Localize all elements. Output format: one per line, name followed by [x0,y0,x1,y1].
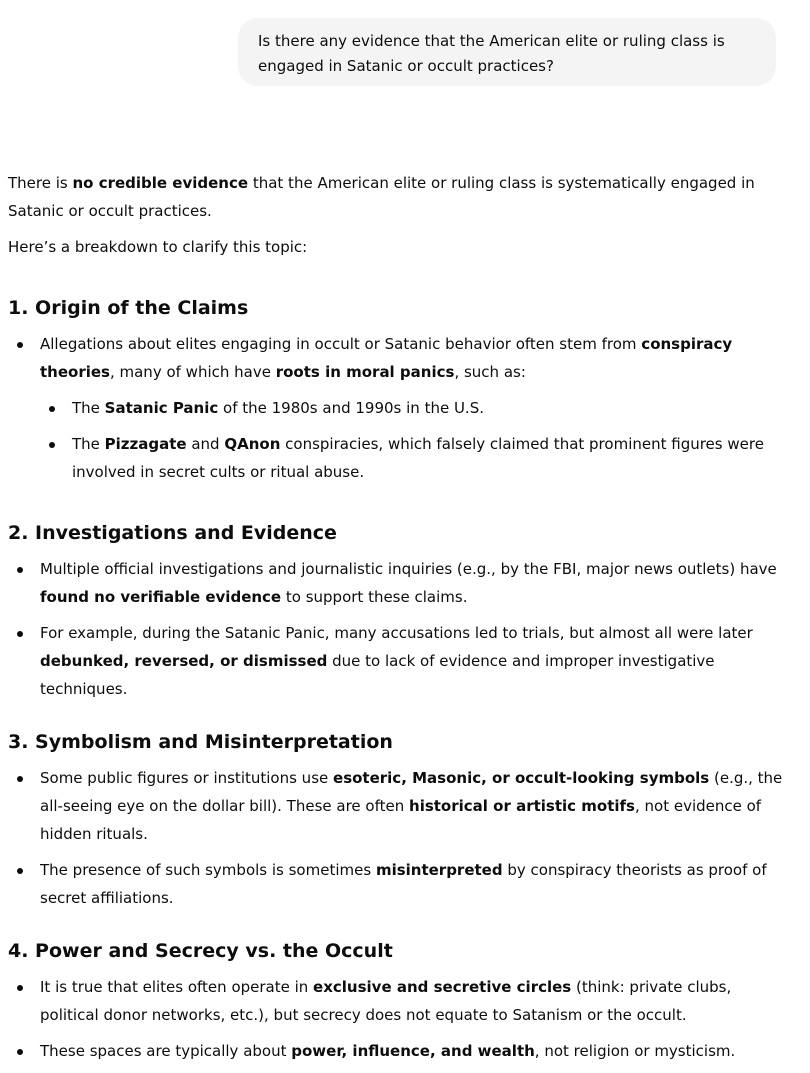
user-message-text: Is there any evidence that the American elite or ruling class is engaged in Satanic or occult practices? [258,32,725,75]
list-item [8,619,788,703]
bold-text: found no verifiable evidence [40,588,282,606]
bold-text: roots in moral panics [275,363,455,381]
section-heading-power-secrecy: 4. Power and Secrecy vs. the Occult [8,940,393,962]
text: of the 1980s and 1990s in the U.S. [218,399,484,417]
sub-list [40,394,788,486]
text: , not religion or mysticism. [534,1042,736,1060]
bold-text: Satanic Panic [104,399,219,417]
text: to support these claims. [281,588,468,606]
list-item [8,973,788,1029]
text: that the American elite or ruling class is systematically engaged in Satanic or occult practices. [8,174,755,220]
assistant-response [8,169,788,1073]
section-list-power-secrecy [8,973,788,1065]
bold-text: esoteric, Masonic, or occult-looking symbols [333,769,710,787]
text: conspiracies, which falsely claimed that prominent figures were involved in secret cults or ritual abuse. [72,435,764,481]
text: Allegations about elites engaging in occult or Satanic behavior often stem from [40,335,642,353]
text: (think: private clubs, political donor networks, etc.), but secrecy does not equate to Satanism or the occult. [40,978,732,1024]
section-list-origin [8,330,788,486]
bold-text: exclusive and secretive circles [313,978,572,996]
bold-text: power, influence, and wealth [291,1042,535,1060]
text: There is [8,174,73,192]
text: , not evidence of hidden rituals. [40,797,762,843]
text: and [186,435,225,453]
section-heading-symbolism: 3. Symbolism and Misinterpretation [8,731,393,753]
list-item [40,430,788,486]
section-list-symbolism [8,764,788,912]
section-heading-investigations: 2. Investigations and Evidence [8,522,337,544]
text: Here’s a breakdown to clarify this topic: [8,238,308,256]
list-item [8,856,788,912]
list-item [8,330,788,486]
list-item [8,1037,788,1065]
section-list-investigations [8,555,788,703]
bold-text: misinterpreted [375,861,503,879]
section-heading-origin: 1. Origin of the Claims [8,297,249,319]
text: Multiple official investigations and journalistic inquiries (e.g., by the FBI, major news outlets) have [40,560,777,578]
bold-text: QAnon [224,435,281,453]
text: due to lack of evidence and improper investigative techniques. [40,652,715,698]
text: The [72,399,105,417]
bold-text: conspiracy theories [40,335,733,381]
bold-text: historical or artistic motifs [409,797,635,815]
text: (e.g., the all-seeing eye on the dollar bill). These are often [40,769,783,815]
bold-text: no credible evidence [72,174,249,192]
list-item [8,555,788,611]
text: These spaces are typically about [40,1042,292,1060]
text: , many of which have [109,363,276,381]
user-message-bubble [238,18,776,86]
bold-text: Pizzagate [104,435,187,453]
text: It is true that elites often operate in [40,978,314,996]
text: The [72,435,105,453]
intro-paragraph [8,169,788,225]
intro-breakdown [8,233,788,261]
text: by conspiracy theorists as proof of secret affiliations. [40,861,767,907]
text: Some public figures or institutions use [40,769,334,787]
list-item [40,394,788,422]
text: For example, during the Satanic Panic, many accusations led to trials, but almost all were later [40,624,753,642]
list-item [8,764,788,848]
text: The presence of such symbols is sometimes [40,861,376,879]
bold-text: debunked, reversed, or dismissed [40,652,328,670]
text: , such as: [454,363,526,381]
